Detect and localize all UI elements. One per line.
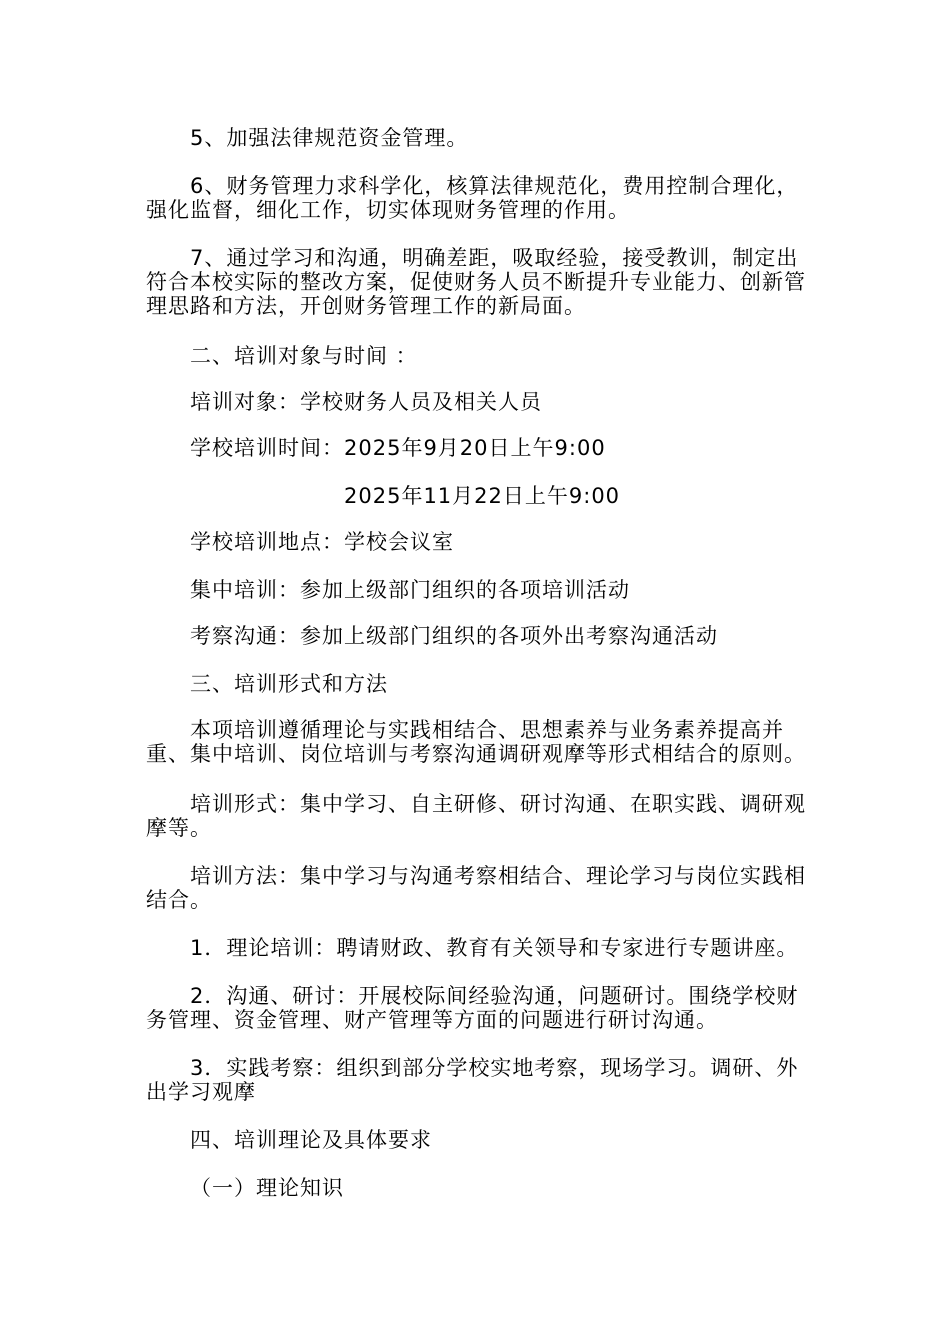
training-method: 培训方法：集中学习与沟通考察相结合、理论学习与岗位实践相结合。 bbox=[146, 864, 806, 912]
training-place: 学校培训地点：学校会议室 bbox=[190, 530, 454, 554]
item-5: 5、加强法律规范资金管理。 bbox=[190, 126, 469, 150]
section-3-heading: 三、培训形式和方法 bbox=[190, 672, 388, 696]
method-2: 2．沟通、研讨：开展校际间经验沟通，问题研讨。围绕学校财务管理、资金管理、财产管理等方面的问题进行研讨沟通。 bbox=[146, 984, 799, 1032]
method-1: 1．理论培训：聘请财政、教育有关领导和专家进行专题讲座。 bbox=[190, 936, 799, 960]
inspection-exchange: 考察沟通：参加上级部门组织的各项外出考察沟通活动 bbox=[190, 624, 718, 648]
central-training: 集中培训：参加上级部门组织的各项培训活动 bbox=[190, 578, 630, 602]
training-principle: 本项培训遵循理论与实践相结合、思想素养与业务素养提高并重、集中培训、岗位培训与考察沟通调研观摩等形式相结合的原则。 bbox=[146, 718, 806, 766]
section-2-heading: 二、培训对象与时间 ： bbox=[190, 344, 418, 368]
subsection-1-heading: （一）理论知识 bbox=[190, 1176, 344, 1200]
training-target: 培训对象：学校财务人员及相关人员 bbox=[190, 390, 542, 414]
section-4-heading: 四、培训理论及具体要求 bbox=[190, 1128, 432, 1152]
training-form: 培训形式：集中学习、自主研修、研讨沟通、在职实践、调研观摩等。 bbox=[146, 792, 806, 840]
training-time-2: 2025年11月22日上午9:00 bbox=[344, 484, 621, 508]
item-6: 6、财务管理力求科学化，核算法律规范化，费用控制合理化，强化监督，细化工作，切实体现财务管理的作用。 bbox=[146, 174, 799, 222]
method-3: 3．实践考察：组织到部分学校实地考察，现场学习。调研、外出学习观摩 bbox=[146, 1056, 799, 1104]
training-time-1: 学校培训时间：2025年9月20日上午9:00 bbox=[190, 436, 606, 460]
item-7: 7、通过学习和沟通，明确差距，吸取经验，接受教训，制定出符合本校实际的整改方案，促使财务人员不断提升专业能力、创新管理思路和方法，开创财务管理工作的新局面。 bbox=[146, 246, 806, 318]
